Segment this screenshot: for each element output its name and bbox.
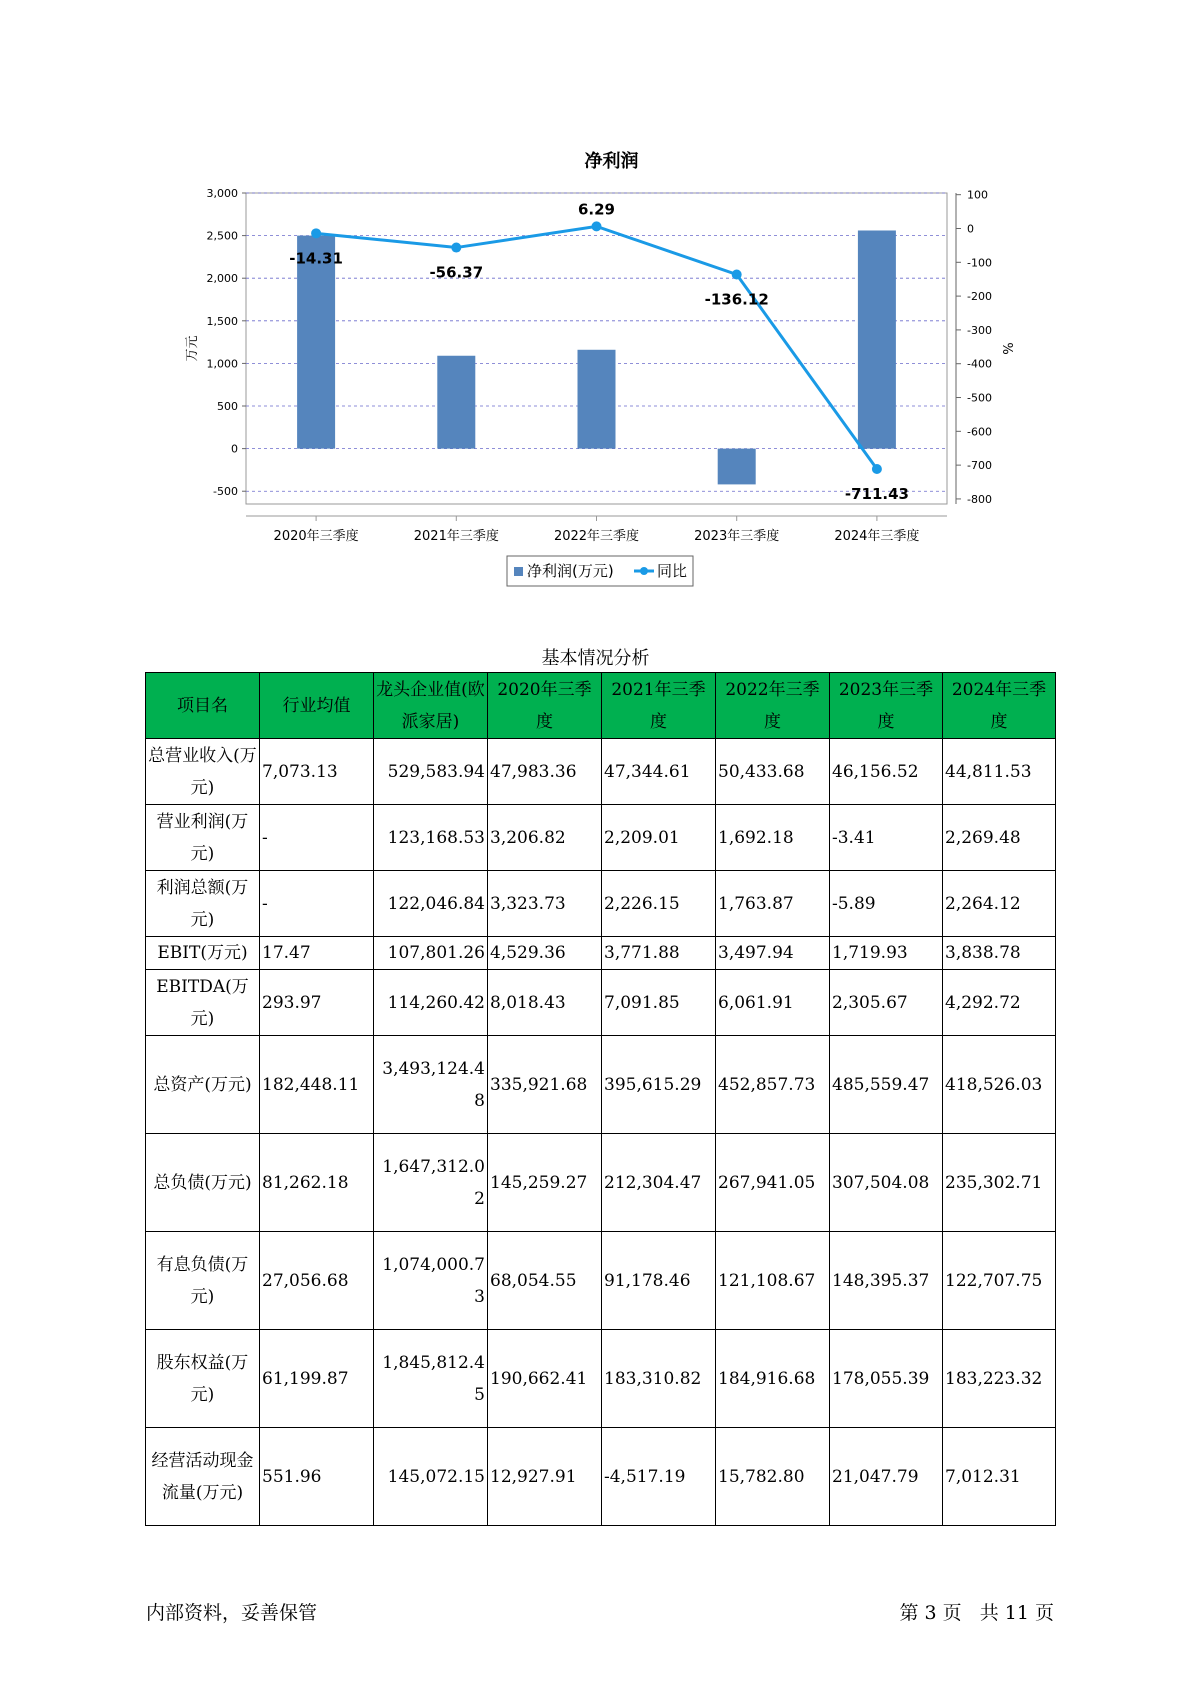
footer-confidential-note: 内部资料，妥善保管 <box>146 1602 318 1624</box>
table-cell: 293.97 <box>260 970 374 1036</box>
bar-net-profit <box>578 350 616 449</box>
table-cell: 529,583.94 <box>374 739 488 805</box>
table-cell: 1,719.93 <box>830 937 943 970</box>
table-cell: 122,707.75 <box>943 1232 1056 1330</box>
table-header-cell: 2023年三季度 <box>830 673 943 739</box>
table-cell: 183,223.32 <box>943 1330 1056 1428</box>
table-cell: 145,072.15 <box>374 1428 488 1526</box>
bar-net-profit <box>718 449 756 485</box>
table-cell: 184,916.68 <box>716 1330 830 1428</box>
left-axis-tick-label: 1,000 <box>206 357 238 371</box>
table-header-cell: 2020年三季度 <box>488 673 602 739</box>
table-cell: 452,857.73 <box>716 1036 830 1134</box>
table-cell: 7,012.31 <box>943 1428 1056 1526</box>
bar-net-profit <box>437 356 475 449</box>
table-row <box>146 1428 1056 1526</box>
table-cell: 107,801.26 <box>374 937 488 970</box>
right-axis-tick-label: 100 <box>967 188 988 202</box>
table-cell: 485,559.47 <box>830 1036 943 1134</box>
right-axis-tick-label: -500 <box>967 391 992 405</box>
table-cell: 3,771.88 <box>602 937 716 970</box>
right-axis-title: % <box>999 342 1014 355</box>
table-cell: 3,838.78 <box>943 937 1056 970</box>
table-cell: 47,983.36 <box>488 739 602 805</box>
table-header-row <box>146 673 1056 739</box>
right-axis-tick-label: -400 <box>967 357 992 371</box>
left-axis-tick-label: 3,000 <box>206 187 238 200</box>
table-header-cell: 项目名 <box>146 673 260 739</box>
yoy-point <box>311 228 321 238</box>
table-cell: 551.96 <box>260 1428 374 1526</box>
table-cell: 114,260.42 <box>374 970 488 1036</box>
yoy-data-label: 6.29 <box>577 200 616 219</box>
table-cell: 3,493,124.48 <box>374 1036 488 1134</box>
table-cell: 2,264.12 <box>943 871 1056 937</box>
table-row <box>146 805 1056 871</box>
net-profit-chart <box>0 0 1191 600</box>
table-cell: -4,517.19 <box>602 1428 716 1526</box>
row-label-cell: 利润总额(万元) <box>146 871 260 937</box>
left-axis-tick-label: 0 <box>231 442 238 456</box>
row-label-cell: 股东权益(万元) <box>146 1330 260 1428</box>
table-cell: 2,305.67 <box>830 970 943 1036</box>
table-cell: 395,615.29 <box>602 1036 716 1134</box>
table-cell: 91,178.46 <box>602 1232 716 1330</box>
yoy-data-label: -56.37 <box>429 263 484 282</box>
table-cell: 1,074,000.73 <box>374 1232 488 1330</box>
table-cell: 4,529.36 <box>488 937 602 970</box>
table-cell: 68,054.55 <box>488 1232 602 1330</box>
category-axis-label: 2022年三季度 <box>553 529 640 544</box>
left-axis-tick-label: -500 <box>213 485 238 499</box>
table-cell: 7,073.13 <box>260 739 374 805</box>
yoy-point <box>592 221 602 231</box>
table-cell: 307,504.08 <box>830 1134 943 1232</box>
table-cell: 1,647,312.02 <box>374 1134 488 1232</box>
table-cell: 2,209.01 <box>602 805 716 871</box>
bar-net-profit <box>297 236 335 449</box>
table-header-cell: 2022年三季度 <box>716 673 830 739</box>
table-cell: 21,047.79 <box>830 1428 943 1526</box>
category-axis-label: 2023年三季度 <box>694 529 780 544</box>
table-cell: 182,448.11 <box>260 1036 374 1134</box>
yoy-data-label: -136.12 <box>704 290 769 309</box>
basic-info-table <box>145 672 1056 1526</box>
legend-bar-swatch <box>514 567 523 576</box>
table-cell: 2,226.15 <box>602 871 716 937</box>
table-row <box>146 1232 1056 1330</box>
table-cell: 190,662.41 <box>488 1330 602 1428</box>
legend-line-label: 同比 <box>657 562 688 580</box>
chart-title: 净利润 <box>584 151 639 172</box>
table-row <box>146 1134 1056 1232</box>
table-cell: 46,156.52 <box>830 739 943 805</box>
table-cell: 4,292.72 <box>943 970 1056 1036</box>
table-cell: 44,811.53 <box>943 739 1056 805</box>
yoy-point <box>451 243 461 253</box>
legend-line-marker <box>640 567 648 575</box>
table-cell: 12,927.91 <box>488 1428 602 1526</box>
plot-area <box>246 193 947 504</box>
table-header-cell: 龙头企业值(欧派家居) <box>374 673 488 739</box>
yoy-point <box>872 464 882 474</box>
table-row <box>146 871 1056 937</box>
right-axis-tick-label: -200 <box>967 290 992 304</box>
table-cell: -5.89 <box>830 871 943 937</box>
table-cell: 212,304.47 <box>602 1134 716 1232</box>
table-cell: 6,061.91 <box>716 970 830 1036</box>
table-cell: 50,433.68 <box>716 739 830 805</box>
left-axis-tick-label: 2,000 <box>206 272 238 286</box>
row-label-cell: 总资产(万元) <box>146 1036 260 1134</box>
row-label-cell: 营业利润(万元) <box>146 805 260 871</box>
table-cell: 61,199.87 <box>260 1330 374 1428</box>
right-axis-tick-label: -300 <box>967 323 992 337</box>
table-cell: 267,941.05 <box>716 1134 830 1232</box>
right-axis-tick-label: -600 <box>967 425 992 439</box>
table-cell: 2,269.48 <box>943 805 1056 871</box>
left-axis-tick-label: 2,500 <box>206 229 238 243</box>
table-cell: 3,323.73 <box>488 871 602 937</box>
table-cell: 121,108.67 <box>716 1232 830 1330</box>
table-cell: 1,845,812.45 <box>374 1330 488 1428</box>
right-axis-tick-label: 0 <box>967 222 974 236</box>
row-label-cell: EBIT(万元) <box>146 937 260 970</box>
right-axis-tick-label: -100 <box>967 256 992 270</box>
table-header-cell: 2024年三季度 <box>943 673 1056 739</box>
table-cell: - <box>260 805 374 871</box>
table-cell: 7,091.85 <box>602 970 716 1036</box>
table-cell: - <box>260 871 374 937</box>
table-cell: 27,056.68 <box>260 1232 374 1330</box>
table-cell: 17.47 <box>260 937 374 970</box>
row-label-cell: 有息负债(万元) <box>146 1232 260 1330</box>
category-axis-label: 2021年三季度 <box>413 529 499 544</box>
table-cell: 3,497.94 <box>716 937 830 970</box>
table-cell: 178,055.39 <box>830 1330 943 1428</box>
table-header-cell: 行业均值 <box>260 673 374 739</box>
bar-net-profit <box>858 230 896 448</box>
table-cell: 235,302.71 <box>943 1134 1056 1232</box>
left-axis-tick-label: 500 <box>217 400 238 414</box>
row-label-cell: 经营活动现金流量(万元) <box>146 1428 260 1526</box>
table-cell: -3.41 <box>830 805 943 871</box>
row-label-cell: 总负债(万元) <box>146 1134 260 1232</box>
table-row <box>146 739 1056 805</box>
row-label-cell: EBITDA(万元) <box>146 970 260 1036</box>
yoy-point <box>732 270 742 280</box>
table-cell: 81,262.18 <box>260 1134 374 1232</box>
table-cell: 145,259.27 <box>488 1134 602 1232</box>
table-row <box>146 1330 1056 1428</box>
table-cell: 123,168.53 <box>374 805 488 871</box>
yoy-data-label: -711.43 <box>844 484 909 503</box>
table-cell: 47,344.61 <box>602 739 716 805</box>
table-cell: 8,018.43 <box>488 970 602 1036</box>
footer-page-number: 第 3 页 共 11 页 <box>899 1602 1054 1624</box>
left-axis-tick-label: 1,500 <box>206 314 238 328</box>
table-cell: 3,206.82 <box>488 805 602 871</box>
table-row <box>146 937 1056 970</box>
table-row <box>146 970 1056 1036</box>
table-header-cell: 2021年三季度 <box>602 673 716 739</box>
category-axis-label: 2020年三季度 <box>273 529 359 544</box>
table-cell: 335,921.68 <box>488 1036 602 1134</box>
legend-bar-label: 净利润(万元) <box>527 562 614 580</box>
yoy-data-label: -14.31 <box>289 249 343 268</box>
table-cell: 148,395.37 <box>830 1232 943 1330</box>
right-axis-tick-label: -700 <box>967 459 992 473</box>
table-cell: 122,046.84 <box>374 871 488 937</box>
left-axis-title: 万元 <box>185 335 200 362</box>
table-cell: 183,310.82 <box>602 1330 716 1428</box>
right-axis-tick-label: -800 <box>967 492 992 506</box>
table-cell: 418,526.03 <box>943 1036 1056 1134</box>
category-axis-label: 2024年三季度 <box>834 529 920 544</box>
table-cell: 1,692.18 <box>716 805 830 871</box>
table-row <box>146 1036 1056 1134</box>
table-cell: 15,782.80 <box>716 1428 830 1526</box>
table-title: 基本情况分析 <box>541 648 650 669</box>
row-label-cell: 总营业收入(万元) <box>146 739 260 805</box>
table-cell: 1,763.87 <box>716 871 830 937</box>
